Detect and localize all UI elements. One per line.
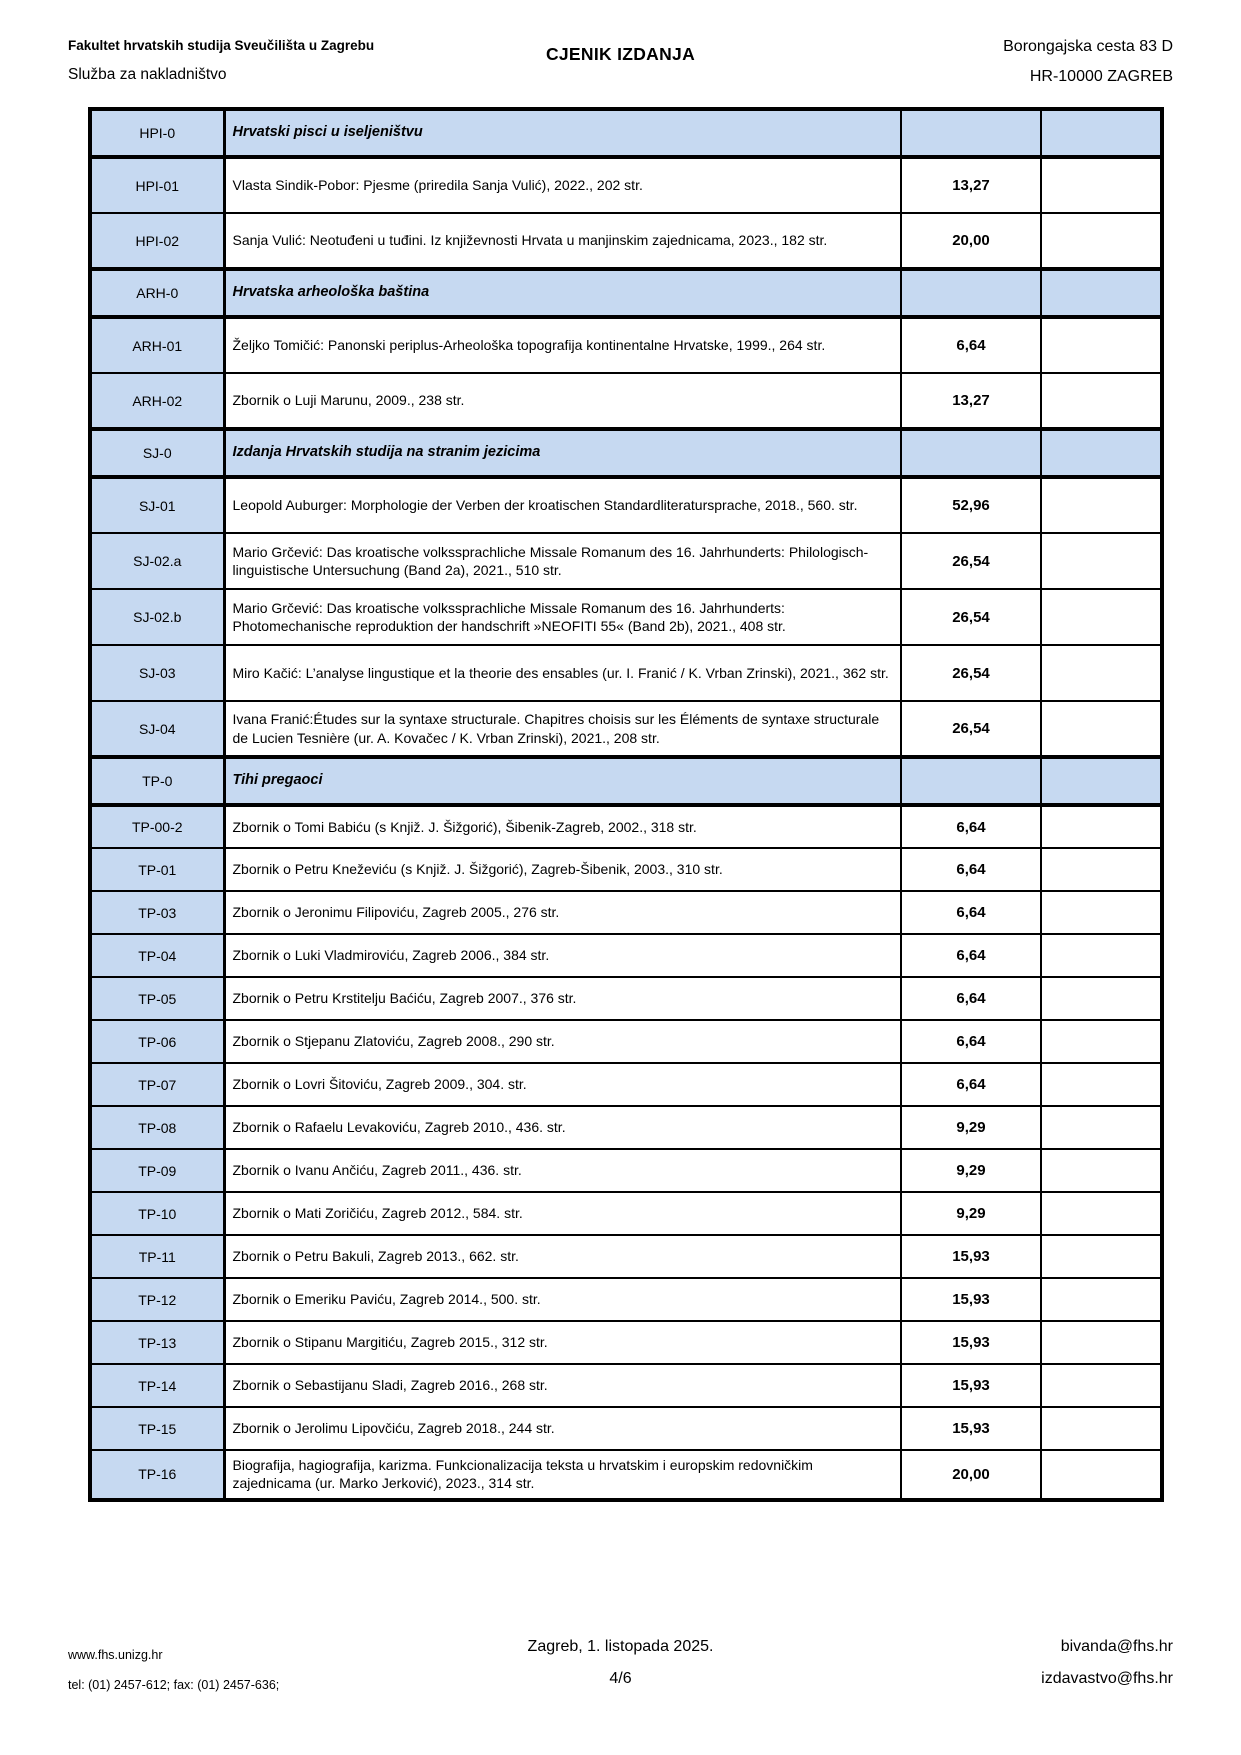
- code-cell: ARH-02: [90, 373, 224, 429]
- title-cell: Zbornik o Mati Zoričiću, Zagreb 2012., 584. str.: [224, 1192, 901, 1235]
- price-cell: 26,54: [901, 645, 1041, 701]
- code-cell: SJ-04: [90, 701, 224, 757]
- price-table-body: [90, 109, 1162, 1500]
- title-cell: Zbornik o Luji Marunu, 2009., 238 str.: [224, 373, 901, 429]
- price-cell: 26,54: [901, 701, 1041, 757]
- note-cell: [1041, 1278, 1162, 1321]
- title-cell: Zbornik o Luki Vladmiroviću, Zagreb 2006., 384 str.: [224, 934, 901, 977]
- price-cell: [901, 269, 1041, 317]
- code-cell: TP-06: [90, 1020, 224, 1063]
- title-cell: Zbornik o Jeronimu Filipoviću, Zagreb 2005., 276 str.: [224, 891, 901, 934]
- table-row: [90, 805, 1162, 848]
- title-cell: Zbornik o Petru Krstitelju Baćiću, Zagreb 2007., 376 str.: [224, 977, 901, 1020]
- note-cell: [1041, 533, 1162, 589]
- title-cell: Tihi pregaoci: [224, 757, 901, 805]
- code-cell: TP-14: [90, 1364, 224, 1407]
- price-cell: [901, 109, 1041, 157]
- table-row: [90, 1407, 1162, 1450]
- price-cell: 13,27: [901, 157, 1041, 213]
- table-row: [90, 213, 1162, 269]
- price-cell: 15,93: [901, 1235, 1041, 1278]
- table-row: [90, 1106, 1162, 1149]
- table-row: [90, 477, 1162, 533]
- note-cell: [1041, 1364, 1162, 1407]
- price-cell: 6,64: [901, 891, 1041, 934]
- price-cell: 6,64: [901, 1020, 1041, 1063]
- email-primary: bivanda@fhs.hr: [1060, 1638, 1173, 1655]
- table-row: [90, 157, 1162, 213]
- title-cell: Izdanja Hrvatskih studija na stranim jezicima: [224, 429, 901, 477]
- footer-contact-block: [68, 1638, 398, 1692]
- note-cell: [1041, 1106, 1162, 1149]
- note-cell: [1041, 934, 1162, 977]
- title-cell: Miro Kačić: L’analyse lingustique et la theorie des ensables (ur. I. Franić / K. Vrban Zrinski), 2021., 362 str.: [224, 645, 901, 701]
- tel-fax-line: tel: (01) 2457-612; fax: (01) 2457-636;: [68, 1678, 280, 1692]
- table-row: [90, 1020, 1162, 1063]
- org-department: Služba za nakladništvo: [68, 65, 227, 83]
- price-table: [88, 107, 1164, 1502]
- note-cell: [1041, 1235, 1162, 1278]
- code-cell: HPI-02: [90, 213, 224, 269]
- note-cell: [1041, 848, 1162, 891]
- code-cell: TP-03: [90, 891, 224, 934]
- note-cell: [1041, 1149, 1162, 1192]
- org-name: Fakultet hrvatskih studija Sveučilišta u Zagrebu: [68, 38, 375, 53]
- price-cell: [901, 757, 1041, 805]
- table-row: [90, 1063, 1162, 1106]
- table-row: [90, 1450, 1162, 1500]
- address-street: Borongajska cesta 83 D: [1003, 38, 1173, 55]
- price-cell: 6,64: [901, 805, 1041, 848]
- note-cell: [1041, 1020, 1162, 1063]
- note-cell: [1041, 477, 1162, 533]
- title-cell: Sanja Vulić: Neotuđeni u tuđini. Iz književnosti Hrvata u manjinskim zajednicama, 2023., 182 str.: [224, 213, 901, 269]
- title-cell: Leopold Auburger: Morphologie der Verben der kroatischen Standardliteratursprache, 2018., 560. str.: [224, 477, 901, 533]
- note-cell: [1041, 213, 1162, 269]
- code-cell: TP-10: [90, 1192, 224, 1235]
- table-row: [90, 1364, 1162, 1407]
- code-cell: HPI-0: [90, 109, 224, 157]
- note-cell: [1041, 757, 1162, 805]
- page-number: 4/6: [609, 1670, 632, 1687]
- price-cell: 15,93: [901, 1278, 1041, 1321]
- price-cell: 26,54: [901, 589, 1041, 645]
- note-cell: [1041, 701, 1162, 757]
- title-cell: Zbornik o Petru Kneževiću (s Knjiž. J. Šižgorić), Zagreb-Šibenik, 2003., 310 str.: [224, 848, 901, 891]
- table-row: [90, 269, 1162, 317]
- address-city: HR-10000 ZAGREB: [1029, 68, 1173, 86]
- code-cell: TP-16: [90, 1450, 224, 1500]
- price-cell: 9,29: [901, 1192, 1041, 1235]
- note-cell: [1041, 589, 1162, 645]
- note-cell: [1041, 373, 1162, 429]
- table-row: [90, 1278, 1162, 1321]
- email-secondary: izdavastvo@fhs.hr: [1041, 1670, 1173, 1687]
- price-cell: 15,93: [901, 1321, 1041, 1364]
- title-cell: Zbornik o Ivanu Ančiću, Zagreb 2011., 436. str.: [224, 1149, 901, 1192]
- title-cell: Zbornik o Rafaelu Levakoviću, Zagreb 2010., 436. str.: [224, 1106, 901, 1149]
- price-cell: 9,29: [901, 1149, 1041, 1192]
- code-cell: TP-04: [90, 934, 224, 977]
- title-cell: Zbornik o Lovri Šitoviću, Zagreb 2009., 304. str.: [224, 1063, 901, 1106]
- title-cell: Mario Grčević: Das kroatische volkssprachliche Missale Romanum des 16. Jahrhunderts: Philologisch-linguistische Untersuchung (Band 2a), 2021., 510 str.: [224, 533, 901, 589]
- table-row: [90, 317, 1162, 373]
- note-cell: [1041, 891, 1162, 934]
- note-cell: [1041, 805, 1162, 848]
- table-row: [90, 645, 1162, 701]
- table-row: [90, 934, 1162, 977]
- note-cell: [1041, 429, 1162, 477]
- table-row: [90, 589, 1162, 645]
- note-cell: [1041, 269, 1162, 317]
- price-cell: 20,00: [901, 1450, 1041, 1500]
- title-cell: Hrvatski pisci u iseljeništvu: [224, 109, 901, 157]
- title-cell: Zbornik o Emeriku Paviću, Zagreb 2014., 500. str.: [224, 1278, 901, 1321]
- code-cell: SJ-03: [90, 645, 224, 701]
- code-cell: TP-15: [90, 1407, 224, 1450]
- note-cell: [1041, 317, 1162, 373]
- title-cell: Zbornik o Tomi Babiću (s Knjiž. J. Šižgorić), Šibenik-Zagreb, 2002., 318 str.: [224, 805, 901, 848]
- note-cell: [1041, 1192, 1162, 1235]
- price-cell: 52,96: [901, 477, 1041, 533]
- price-cell: [901, 429, 1041, 477]
- table-row: [90, 1321, 1162, 1364]
- price-cell: 6,64: [901, 1063, 1041, 1106]
- code-cell: ARH-0: [90, 269, 224, 317]
- price-cell: 20,00: [901, 213, 1041, 269]
- code-cell: TP-13: [90, 1321, 224, 1364]
- note-cell: [1041, 977, 1162, 1020]
- title-cell: Željko Tomičić: Panonski periplus-Arheološka topografija kontinentalne Hrvatske, 1999., 264 str.: [224, 317, 901, 373]
- note-cell: [1041, 645, 1162, 701]
- table-row: [90, 701, 1162, 757]
- code-cell: SJ-0: [90, 429, 224, 477]
- footer-email-block: [843, 1638, 1173, 1688]
- note-cell: [1041, 157, 1162, 213]
- code-cell: SJ-02.a: [90, 533, 224, 589]
- code-cell: TP-00-2: [90, 805, 224, 848]
- table-row: [90, 1235, 1162, 1278]
- title-cell: Mario Grčević: Das kroatische volkssprachliche Missale Romanum des 16. Jahrhunderts: Photomechanische reproduktion der handschrift »NEOFITI 55« (Band 2b), 2021., 408 str.: [224, 589, 901, 645]
- title-cell: Zbornik o Jerolimu Lipovčiću, Zagreb 2018., 244 str.: [224, 1407, 901, 1450]
- note-cell: [1041, 1407, 1162, 1450]
- code-cell: SJ-01: [90, 477, 224, 533]
- table-row: [90, 757, 1162, 805]
- code-cell: SJ-02.b: [90, 589, 224, 645]
- page-header: [68, 38, 1173, 86]
- code-cell: ARH-01: [90, 317, 224, 373]
- code-cell: TP-01: [90, 848, 224, 891]
- code-cell: TP-12: [90, 1278, 224, 1321]
- title-cell: Vlasta Sindik-Pobor: Pjesme (priredila Sanja Vulić), 2022., 202 str.: [224, 157, 901, 213]
- title-cell: Ivana Franić:Études sur la syntaxe structurale. Chapitres choisis sur les Éléments de syntaxe structurale de Lucien Tesnière (ur. A. Kovačec / K. Vrban Zrinski), 2021., 208 str.: [224, 701, 901, 757]
- table-row: [90, 977, 1162, 1020]
- price-cell: 6,64: [901, 934, 1041, 977]
- title-cell: Zbornik o Sebastijanu Sladi, Zagreb 2016., 268 str.: [224, 1364, 901, 1407]
- page-title: CJENIK IZDANJA: [545, 44, 696, 64]
- code-cell: TP-11: [90, 1235, 224, 1278]
- table-row: [90, 1149, 1162, 1192]
- table-row: [90, 891, 1162, 934]
- table-row: [90, 429, 1162, 477]
- note-cell: [1041, 1321, 1162, 1364]
- price-table-container: [88, 107, 1164, 1502]
- price-cell: 6,64: [901, 848, 1041, 891]
- table-row: [90, 848, 1162, 891]
- table-row: [90, 373, 1162, 429]
- table-row: [90, 109, 1162, 157]
- price-cell: 13,27: [901, 373, 1041, 429]
- price-cell: 6,64: [901, 977, 1041, 1020]
- header-address-block: [773, 38, 1173, 86]
- code-cell: TP-05: [90, 977, 224, 1020]
- code-cell: TP-07: [90, 1063, 224, 1106]
- header-title-block: [468, 38, 773, 65]
- code-cell: TP-08: [90, 1106, 224, 1149]
- title-cell: Zbornik o Stjepanu Zlatoviću, Zagreb 2008., 290 str.: [224, 1020, 901, 1063]
- website-link: www.fhs.unizg.hr: [68, 1648, 163, 1662]
- code-cell: TP-09: [90, 1149, 224, 1192]
- footer-center-block: [398, 1638, 843, 1688]
- price-cell: 15,93: [901, 1407, 1041, 1450]
- price-cell: 15,93: [901, 1364, 1041, 1407]
- title-cell: Zbornik o Petru Bakuli, Zagreb 2013., 662. str.: [224, 1235, 901, 1278]
- price-cell: 26,54: [901, 533, 1041, 589]
- price-cell: 9,29: [901, 1106, 1041, 1149]
- note-cell: [1041, 1450, 1162, 1500]
- table-row: [90, 533, 1162, 589]
- price-cell: 6,64: [901, 317, 1041, 373]
- title-cell: Biografija, hagiografija, karizma. Funkcionalizacija teksta u hrvatskim i europskim redovničkim zajednicama (ur. Marko Jerković), 2023., 314 str.: [224, 1450, 901, 1500]
- title-cell: Hrvatska arheološka baština: [224, 269, 901, 317]
- header-org-block: [68, 38, 468, 84]
- date-line: Zagreb, 1. listopada 2025.: [527, 1638, 714, 1655]
- title-cell: Zbornik o Stipanu Margitiću, Zagreb 2015., 312 str.: [224, 1321, 901, 1364]
- note-cell: [1041, 109, 1162, 157]
- code-cell: HPI-01: [90, 157, 224, 213]
- note-cell: [1041, 1063, 1162, 1106]
- table-row: [90, 1192, 1162, 1235]
- code-cell: TP-0: [90, 757, 224, 805]
- page-footer: [68, 1638, 1173, 1692]
